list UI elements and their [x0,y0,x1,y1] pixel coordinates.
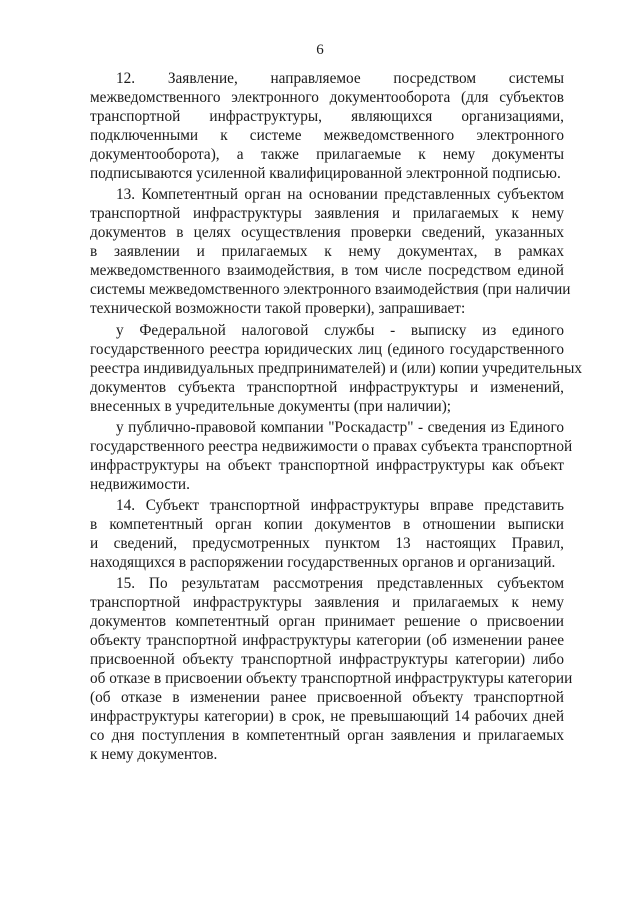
text-line: транспортной инфраструктуры заявления и прилагаемых к нему [90,205,564,222]
text-line: недвижимости. [90,476,190,493]
text-line: подключенными к системе межведомственного электронного [90,127,564,144]
text-line: межведомственного взаимодействия, в том числе посредством единой [90,262,564,279]
text-line: присвоенной объекту транспортной инфраструктуры категории) либо [90,651,564,668]
text-line: об отказе в присвоении объекту транспортной инфраструктуры категории [90,670,573,687]
text-line: межведомственного электронного документооборота (для субъектов [90,89,564,106]
text-line: (об отказе в изменении ранее присвоенной объекту транспортной [90,689,564,706]
text-line: у публично-правовой компании "Роскадастр" - сведения из Единого [116,419,564,436]
text-line: находящихся в распоряжении государственных органов и организаций. [90,554,556,571]
text-line: транспортной инфраструктуры, являющихся организациями, [90,108,564,125]
text-line: государственного реестра юридических лиц (единого государственного [90,341,564,358]
text-line: со дня поступления в компетентный орган заявления и прилагаемых [90,727,564,744]
text-line: государственного реестра недвижимости о правах субъекта транспортной [90,438,573,455]
text-line: внесенных в учредительные документы (при наличии); [90,398,452,415]
text-line: транспортной инфраструктуры заявления и прилагаемых к нему [90,594,564,611]
text-line: в компетентный орган копии документов в отношении выписки [90,516,564,533]
text-line: подписываются усиленной квалифицированной электронной подписью. [90,165,561,182]
text-line: в заявлении и прилагаемых к нему документах, в рамках [90,243,564,260]
text-line: объекту транспортной инфраструктуры категории (об изменении ранее [90,632,564,649]
page-number: 6 [316,42,324,58]
text-line: 12. Заявление, направляемое посредством системы [116,70,564,87]
text-line: у Федеральной налоговой службы - выписку из единого [116,322,564,339]
text-line: реестра индивидуальных предпринимателей) и (или) копии учредительных [90,360,583,377]
text-line: технической возможности такой проверки), запрашивает: [90,300,466,317]
text-line: 13. Компетентный орган на основании представленных субъектом [116,186,564,203]
text-line: документов компетентный орган принимает решение о присвоении [90,613,564,630]
text-line: 14. Субъект транспортной инфраструктуры вправе представить [116,497,564,514]
text-line: к нему документов. [90,746,218,763]
text-line: и сведений, предусмотренных пунктом 13 настоящих Правил, [90,535,564,552]
text-line: документов субъекта транспортной инфраструктуры и изменений, [90,379,564,396]
text-line: 15. По результатам рассмотрения представленных субъектом [116,575,564,592]
text-line: документов в целях осуществления проверки сведений, указанных [90,224,564,241]
text-line: инфраструктуры категории) в срок, не превышающий 14 рабочих дней [90,708,564,725]
text-line: документооборота), а также прилагаемые к нему документы [90,146,564,163]
text-line: системы межведомственного электронного взаимодействия (при наличии [90,281,571,298]
text-line: инфраструктуры на объект транспортной инфраструктуры как объект [90,457,564,474]
